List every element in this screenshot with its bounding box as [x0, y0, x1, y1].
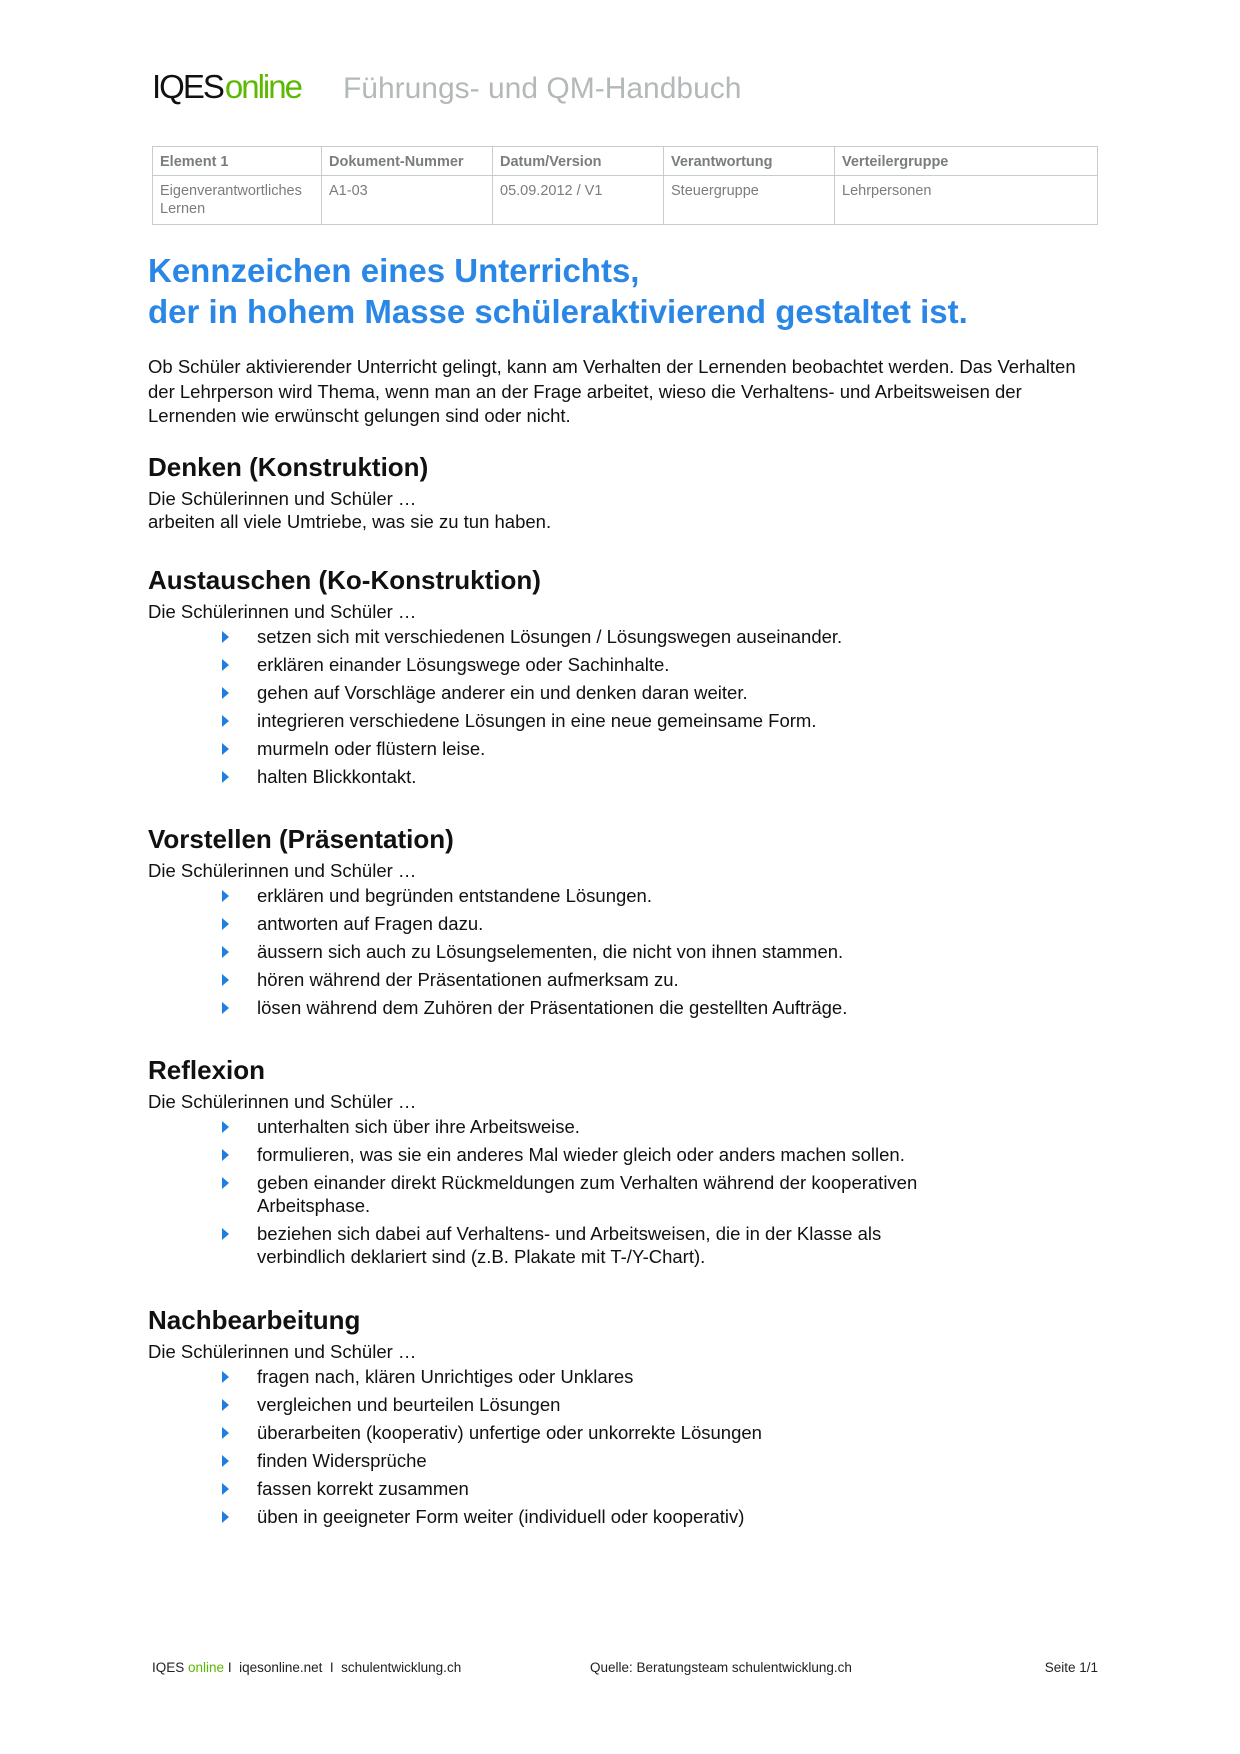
list-item: [222, 912, 1098, 935]
triangle-bullet-icon: [222, 946, 229, 958]
list-item-text: üben in geeigneter Form weiter (individuell oder kooperativ): [257, 1506, 745, 1527]
section-text: arbeiten all viele Umtriebe, was sie zu tun haben.: [148, 511, 552, 532]
list-item: [222, 737, 1098, 760]
page-title: [148, 250, 968, 332]
triangle-bullet-icon: [222, 631, 229, 643]
triangle-bullet-icon: [222, 659, 229, 671]
meta-header-element: Element 1: [153, 147, 322, 176]
triangle-bullet-icon: [222, 1371, 229, 1383]
section-heading: Vorstellen (Präsentation): [148, 824, 454, 854]
list-item: [222, 681, 1098, 704]
footer-brand: [152, 1660, 461, 1675]
meta-header-distribution: Verteilergruppe: [835, 147, 1098, 176]
triangle-bullet-icon: [222, 1511, 229, 1523]
footer-links: I iqesonline.net I schulentwicklung.ch: [224, 1660, 462, 1675]
section-heading: Nachbearbeitung: [148, 1305, 361, 1335]
list-item: [222, 940, 1098, 963]
list-item-text: geben einander direkt Rückmeldungen zum Verhalten während der kooperativen Arbeitsphase.: [257, 1172, 918, 1216]
bullet-list: [148, 625, 1098, 788]
meta-value-date-version: 05.09.2012 / V1: [493, 176, 664, 225]
footer-brand-iqes: IQES: [152, 1660, 185, 1675]
list-item: [222, 968, 1098, 991]
list-item: [222, 653, 1098, 676]
triangle-bullet-icon: [222, 1121, 229, 1133]
section-denken: [148, 450, 1098, 533]
list-item: [222, 1449, 1098, 1472]
triangle-bullet-icon: [222, 1427, 229, 1439]
intro-paragraph: Ob Schüler aktivierender Unterricht gelingt, kann am Verhalten der Lernenden beobachtet werden. Das Verhalten der Lehrperson wird Thema, wenn man an der Frage arbeitet, wieso die Verhaltens- und Arbeitsweisen der Lernenden wie erwünscht gelungen sind oder nicht.: [148, 356, 1076, 426]
triangle-bullet-icon: [222, 715, 229, 727]
list-item-text: beziehen sich dabei auf Verhaltens- und Arbeitsweisen, die in der Klasse als verbindlich deklariert sind (z.B. Plakate mit T-/Y-Chart).: [257, 1223, 882, 1267]
bullet-list: [148, 884, 1098, 1019]
list-item-text: unterhalten sich über ihre Arbeitsweise.: [257, 1116, 580, 1137]
triangle-bullet-icon: [222, 1399, 229, 1411]
section-lead: Die Schülerinnen und Schüler …: [148, 601, 417, 622]
list-item: [222, 1365, 1098, 1388]
handbook-title: Führungs- und QM-Handbuch: [342, 72, 742, 105]
triangle-bullet-icon: [222, 890, 229, 902]
triangle-bullet-icon: [222, 687, 229, 699]
logo-iqes: IQES: [152, 68, 223, 105]
page-title-line-1: Kennzeichen eines Unterrichts,: [148, 252, 640, 289]
list-item-text: halten Blickkontakt.: [257, 766, 417, 787]
list-item-text: formulieren, was sie ein anderes Mal wieder gleich oder anders machen sollen.: [257, 1144, 905, 1165]
meta-value-distribution: Lehrpersonen: [835, 176, 1098, 225]
section-heading: Austauschen (Ko-Konstruktion): [148, 565, 541, 595]
logo-online: online: [224, 68, 301, 105]
section-reflexion: [148, 1053, 1098, 1273]
meta-header-document-number: Dokument-Nummer: [322, 147, 493, 176]
list-item-text: erklären und begründen entstandene Lösungen.: [257, 885, 652, 906]
triangle-bullet-icon: [222, 1228, 229, 1240]
bullet-list: [148, 1115, 1098, 1268]
list-item: [222, 625, 1098, 648]
list-item-text: integrieren verschiedene Lösungen in eine neue gemeinsame Form.: [257, 710, 817, 731]
list-item: [222, 1222, 968, 1268]
list-item-text: erklären einander Lösungswege oder Sachinhalte.: [257, 654, 670, 675]
list-item: [222, 996, 1098, 1019]
list-item-text: lösen während dem Zuhören der Präsentationen die gestellten Aufträge.: [257, 997, 848, 1018]
meta-header-date-version: Datum/Version: [493, 147, 664, 176]
document-header: [152, 70, 741, 120]
triangle-bullet-icon: [222, 1455, 229, 1467]
triangle-bullet-icon: [222, 771, 229, 783]
list-item: [222, 1143, 968, 1166]
list-item-text: vergleichen und beurteilen Lösungen: [257, 1394, 561, 1415]
document-meta-table: [152, 146, 1098, 225]
list-item: [222, 765, 1098, 788]
list-item-text: finden Widersprüche: [257, 1450, 427, 1471]
list-item-text: hören während der Präsentationen aufmerksam zu.: [257, 969, 679, 990]
triangle-bullet-icon: [222, 1002, 229, 1014]
list-item: [222, 1115, 968, 1138]
section-lead: Die Schülerinnen und Schüler …: [148, 1091, 417, 1112]
bullet-list: [148, 1365, 1098, 1528]
section-vorstellen: [148, 822, 1098, 1024]
list-item: [222, 1171, 968, 1217]
section-lead: Die Schülerinnen und Schüler …: [148, 860, 417, 881]
section-lead: Die Schülerinnen und Schüler …: [148, 488, 417, 509]
list-item: [222, 1505, 1098, 1528]
list-item-text: gehen auf Vorschläge anderer ein und denken daran weiter.: [257, 682, 748, 703]
footer-source: Quelle: Beratungsteam schulentwicklung.ch: [590, 1660, 852, 1675]
meta-header-responsibility: Verantwortung: [664, 147, 835, 176]
list-item-text: antworten auf Fragen dazu.: [257, 913, 484, 934]
section-lead: Die Schülerinnen und Schüler …: [148, 1341, 417, 1362]
list-item-text: äussern sich auch zu Lösungselementen, die nicht von ihnen stammen.: [257, 941, 844, 962]
meta-value-element: Eigenverantwortliches Lernen: [153, 176, 322, 225]
triangle-bullet-icon: [222, 1177, 229, 1189]
triangle-bullet-icon: [222, 1483, 229, 1495]
footer-page-number: Seite 1/1: [1044, 1660, 1098, 1675]
list-item-text: setzen sich mit verschiedenen Lösungen / Lösungswegen auseinander.: [257, 626, 843, 647]
meta-header-row: [153, 147, 1098, 176]
meta-value-document-number: A1-03: [322, 176, 493, 225]
section-heading: Denken (Konstruktion): [148, 452, 429, 482]
list-item: [222, 1421, 1098, 1444]
meta-value-responsibility: Steuergruppe: [664, 176, 835, 225]
section-nachbearbeitung: [148, 1303, 1098, 1533]
iqes-online-logo: [152, 70, 301, 103]
meta-value-row: [153, 176, 1098, 225]
page-title-line-2: der in hohem Masse schüleraktivierend gestaltet ist.: [148, 293, 968, 330]
list-item: [222, 1393, 1098, 1416]
list-item-text: murmeln oder flüstern leise.: [257, 738, 486, 759]
triangle-bullet-icon: [222, 1149, 229, 1161]
section-heading: Reflexion: [148, 1055, 266, 1085]
triangle-bullet-icon: [222, 918, 229, 930]
list-item: [222, 709, 1098, 732]
footer-brand-online: online: [188, 1660, 225, 1675]
list-item-text: überarbeiten (kooperativ) unfertige oder unkorrekte Lösungen: [257, 1422, 762, 1443]
list-item-text: fragen nach, klären Unrichtiges oder Unklares: [257, 1366, 634, 1387]
section-austauschen: [148, 563, 1098, 793]
list-item: [222, 1477, 1098, 1500]
triangle-bullet-icon: [222, 974, 229, 986]
list-item-text: fassen korrekt zusammen: [257, 1478, 469, 1499]
list-item: [222, 884, 1098, 907]
triangle-bullet-icon: [222, 743, 229, 755]
